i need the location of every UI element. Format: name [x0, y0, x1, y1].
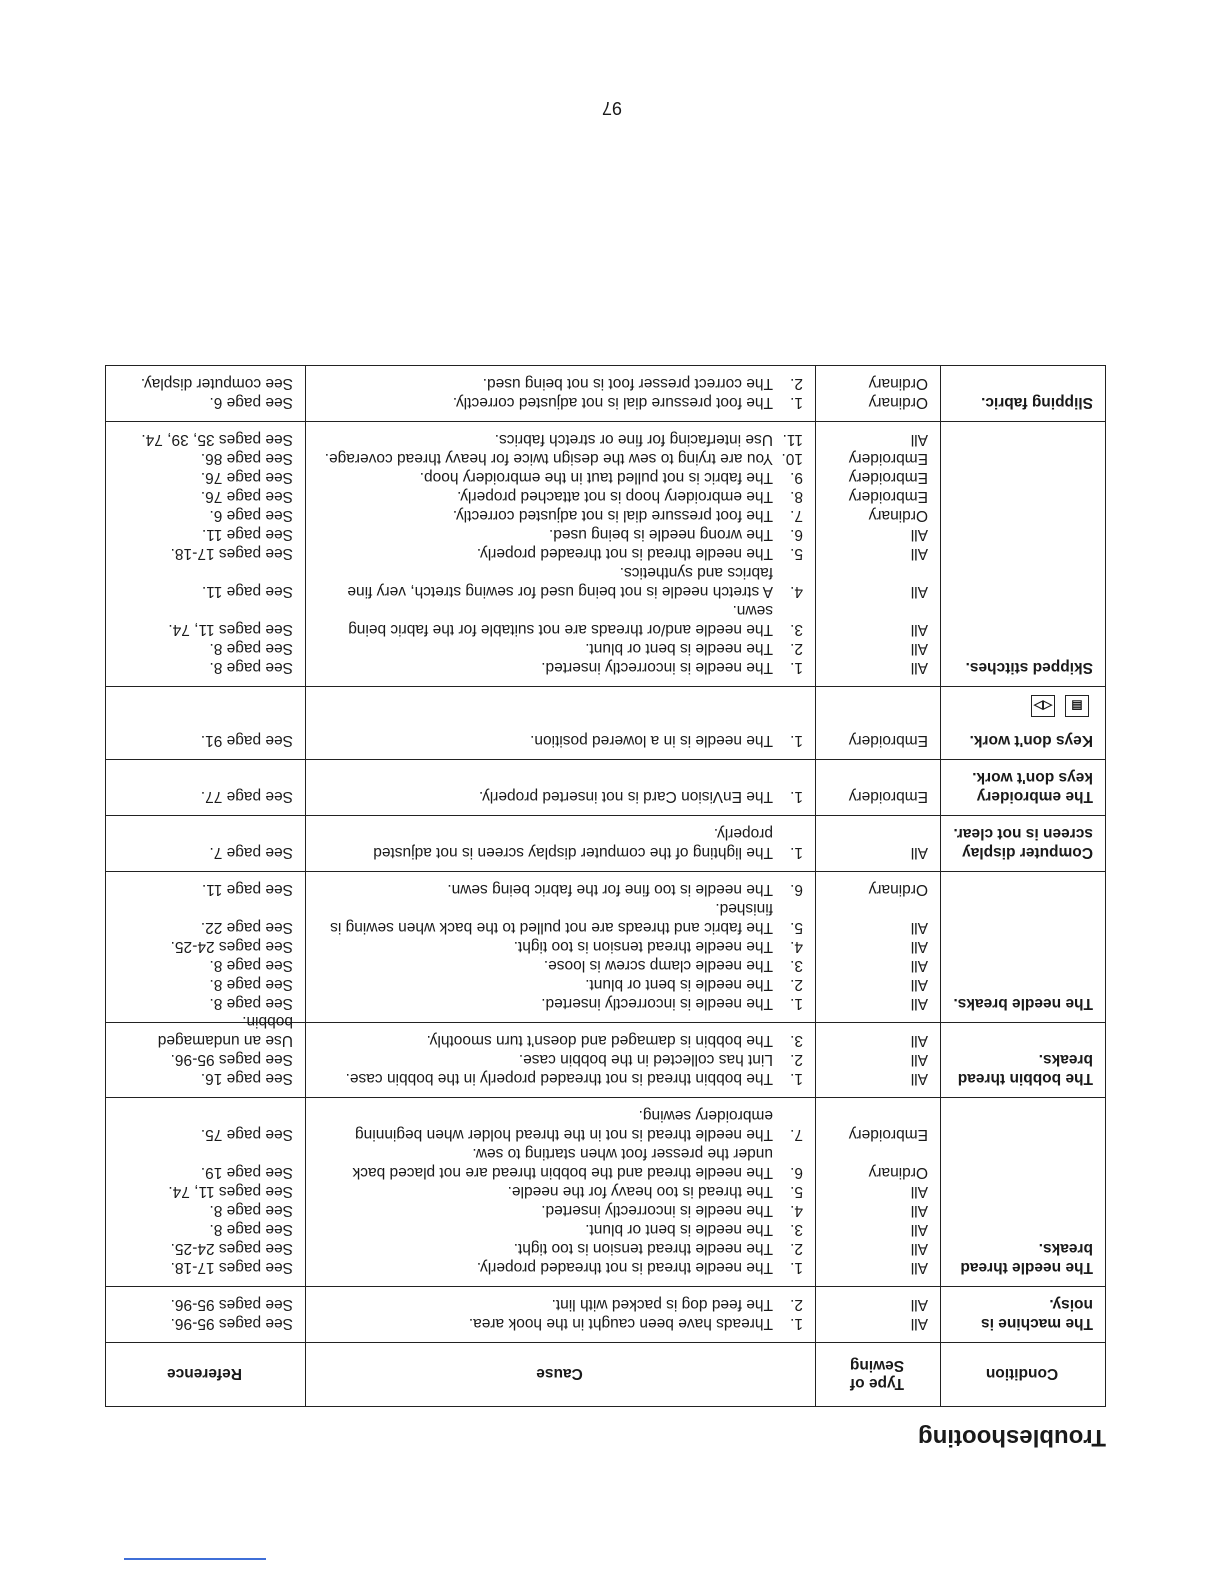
- cause-number: 2.: [790, 1051, 803, 1068]
- type-value: All: [910, 1221, 928, 1238]
- reference-cell: [106, 1287, 306, 1343]
- reference-value: See page 76.: [200, 469, 293, 486]
- type-value: Ordinary: [868, 375, 928, 392]
- cause-item: [316, 1258, 803, 1277]
- cause-number: 3.: [790, 957, 803, 974]
- cause-item: [316, 1314, 803, 1333]
- type-cell: [816, 1287, 941, 1343]
- table-row: [106, 422, 1106, 687]
- type-cell: [816, 366, 941, 422]
- cause-text: The needle is too fine for the fabric being sewn.: [447, 881, 773, 898]
- condition-cell: [941, 1023, 1106, 1098]
- cause-item: [316, 658, 803, 677]
- type-value: All: [910, 545, 928, 562]
- cause-item: [316, 506, 803, 525]
- cause-number: 11.: [782, 431, 803, 448]
- reference-cell: [106, 1098, 306, 1287]
- type-value: Ordinary: [868, 394, 928, 411]
- reference-value: See pages 24-25.: [170, 938, 293, 955]
- type-value: All: [910, 1202, 928, 1219]
- cause-number: 4.: [790, 1202, 803, 1219]
- cause-text: The EnVision Card is not inserted properly.: [478, 788, 773, 805]
- type-value: Embroidery: [848, 450, 928, 467]
- cause-text: The needle and/or threads are not suitable for the fabric being sewn.: [348, 602, 773, 638]
- cause-number: 2.: [790, 640, 803, 657]
- cause-item: [316, 601, 803, 639]
- condition-cell: [941, 1098, 1106, 1287]
- cause-text: The needle is bent or blunt.: [585, 976, 773, 993]
- cause-number: 8.: [790, 488, 803, 505]
- condition-text: The needle thread breaks.: [960, 1240, 1093, 1276]
- condition-text: The bobbin thread breaks.: [957, 1051, 1093, 1087]
- cause-number: 1.: [790, 788, 803, 805]
- header-cause: Cause: [306, 1343, 816, 1407]
- table-row: [106, 1023, 1106, 1098]
- type-value: All: [910, 1296, 928, 1313]
- cause-item: [316, 468, 803, 487]
- condition-cell: [941, 760, 1106, 816]
- cause-item: [316, 1220, 803, 1239]
- cause-number: 1.: [790, 995, 803, 1012]
- condition-cell: [941, 816, 1106, 872]
- reference-value: See page 8.: [209, 659, 293, 676]
- cause-number: 3.: [790, 1221, 803, 1238]
- cause-item: [316, 1069, 803, 1088]
- cause-item: [316, 374, 803, 393]
- type-value: Ordinary: [868, 507, 928, 524]
- table-body: [106, 366, 1106, 1343]
- type-cell: [816, 760, 941, 816]
- table-header-row: [106, 1343, 1106, 1407]
- reference-value: See pages 11, 74.: [168, 1183, 293, 1200]
- condition-cell: [941, 872, 1106, 1023]
- cause-text: The needle is incorrectly inserted.: [541, 659, 773, 676]
- type-value: All: [910, 1051, 928, 1068]
- cause-item: [316, 975, 803, 994]
- cause-item: [316, 563, 803, 601]
- cause-text: The needle is bent or blunt.: [585, 640, 773, 657]
- type-value: Ordinary: [868, 1164, 928, 1181]
- cause-text: Lint has collected in the bobbin case.: [518, 1051, 773, 1068]
- type-value: All: [910, 1183, 928, 1200]
- condition-cell: [941, 366, 1106, 422]
- type-value: All: [910, 995, 928, 1012]
- cause-cell: [306, 1023, 816, 1098]
- reference-value: See page 11.: [201, 881, 293, 898]
- reference-value: See page 91.: [200, 732, 293, 749]
- page-number: 97: [601, 98, 623, 118]
- cause-item: [316, 487, 803, 506]
- cause-number: 4.: [790, 583, 803, 600]
- cause-item: [316, 899, 803, 937]
- type-cell: [816, 1023, 941, 1098]
- reference-cell: [106, 760, 306, 816]
- cause-item: [316, 525, 803, 544]
- cause-text: The correct presser foot is not being used.: [482, 375, 773, 392]
- cause-text: A stretch needle is not being used for sewing stretch, very fine fabrics and synthetics.: [347, 564, 773, 600]
- table-row: [106, 872, 1106, 1023]
- reference-value: See page 16.: [200, 1070, 293, 1087]
- cause-number: 2.: [790, 1240, 803, 1257]
- cause-item: [316, 1031, 803, 1050]
- reference-cell: [106, 687, 306, 760]
- table-row: [106, 760, 1106, 816]
- key-icons: [951, 695, 1089, 717]
- condition-text: Computer display screen is not clear.: [953, 825, 1093, 861]
- reference-value: See page 76.: [200, 488, 293, 505]
- cause-text: The needle clamp screw is loose.: [543, 957, 773, 974]
- condition-text: The machine is noisy.: [981, 1296, 1093, 1332]
- table-row: [106, 687, 1106, 760]
- cause-number: 1.: [790, 732, 803, 749]
- cause-cell: [306, 687, 816, 760]
- cause-text: You are trying to sew the design twice for heavy thread coverage.: [324, 450, 773, 467]
- cause-number: 4.: [790, 938, 803, 955]
- type-value: All: [910, 844, 928, 861]
- cause-cell: [306, 872, 816, 1023]
- reference-value: See page 22.: [200, 919, 293, 936]
- condition-text: The needle breaks.: [953, 995, 1093, 1012]
- type-cell: [816, 422, 941, 687]
- cause-number: 5.: [790, 545, 803, 562]
- cause-cell: [306, 366, 816, 422]
- cause-text: The bobbin is damaged and doesn't turn smoothly.: [426, 1032, 773, 1049]
- cause-item: [316, 639, 803, 658]
- type-value: All: [910, 1070, 928, 1087]
- condition-text: Slipping fabric.: [981, 394, 1093, 411]
- reference-value: See page 19.: [200, 1164, 293, 1181]
- reference-value: See pages 17-18.: [170, 1259, 293, 1276]
- cause-number: 1.: [790, 1315, 803, 1332]
- table-row: [106, 366, 1106, 422]
- reference-value: See page 8.: [209, 957, 293, 974]
- cause-number: 5.: [790, 919, 803, 936]
- cause-number: 6.: [790, 881, 803, 898]
- type-value: All: [910, 640, 928, 657]
- reference-value: See page 8.: [209, 995, 293, 1012]
- cause-item: [316, 880, 803, 899]
- screen-key-icon: ▤: [1065, 695, 1089, 717]
- cause-text: The foot pressure dial is not adjusted correctly.: [452, 507, 773, 524]
- cause-text: The needle thread is not threaded properly.: [476, 545, 773, 562]
- arrow-keys-icon: ◁▷: [1031, 695, 1055, 717]
- condition-cell: [941, 1287, 1106, 1343]
- reference-value: See page 6.: [209, 394, 293, 411]
- cause-text: The bobbin thread is not threaded properly in the bobbin case.: [345, 1070, 773, 1087]
- cause-number: 10.: [781, 450, 803, 467]
- cause-number: 3.: [790, 621, 803, 638]
- type-value: Embroidery: [848, 732, 928, 749]
- cause-item: [316, 731, 803, 750]
- cause-text: The needle thread is not in the thread holder when beginning embroidery sewing.: [355, 1107, 773, 1143]
- reference-value: See page 75.: [200, 1126, 293, 1143]
- cause-number: 7.: [790, 507, 803, 524]
- reference-value: See page 8.: [209, 1202, 293, 1219]
- cause-text: The needle thread is not threaded properly.: [476, 1259, 773, 1276]
- cause-text: Threads have been caught in the hook area.: [468, 1315, 773, 1332]
- troubleshooting-table: [105, 365, 1106, 1407]
- cause-cell: [306, 760, 816, 816]
- cause-cell: [306, 816, 816, 872]
- cause-text: The needle is incorrectly inserted.: [541, 995, 773, 1012]
- type-value: Ordinary: [868, 881, 928, 898]
- reference-value: See pages 24-25.: [170, 1240, 293, 1257]
- cause-text: The fabric and threads are not pulled to the back when sewing is finished.: [330, 900, 773, 936]
- reference-cell: [106, 422, 306, 687]
- cause-text: The fabric is not pulled taut in the embroidery hoop.: [419, 469, 773, 486]
- cause-text: The needle is in a lowered position.: [530, 732, 773, 749]
- type-value: All: [910, 1315, 928, 1332]
- cause-text: The foot pressure dial is not adjusted correctly.: [452, 394, 773, 411]
- cause-item: [316, 449, 803, 468]
- condition-text: Keys don't work.: [969, 732, 1093, 749]
- type-value: All: [910, 431, 928, 448]
- cause-item: [316, 1182, 803, 1201]
- type-value: All: [910, 976, 928, 993]
- type-value: All: [910, 1032, 928, 1049]
- reference-value: See pages 17-18.: [170, 545, 293, 562]
- cause-item: [316, 1201, 803, 1220]
- type-cell: [816, 816, 941, 872]
- cause-number: 1.: [790, 1259, 803, 1276]
- cause-text: The embroidery hoop is not attached properly.: [457, 488, 773, 505]
- cause-text: The needle is bent or blunt.: [585, 1221, 773, 1238]
- condition-text: The embroidery keys don't work.: [972, 769, 1093, 805]
- type-value: All: [910, 1259, 928, 1276]
- type-value: All: [910, 526, 928, 543]
- cause-number: 1.: [790, 659, 803, 676]
- type-value: All: [910, 938, 928, 955]
- reference-value: See page 7.: [209, 844, 293, 861]
- cause-cell: [306, 1287, 816, 1343]
- cause-item: [316, 787, 803, 806]
- type-cell: [816, 1098, 941, 1287]
- cause-number: 1.: [790, 844, 803, 861]
- reference-cell: [106, 1013, 306, 1098]
- cause-text: The needle is incorrectly inserted.: [541, 1202, 773, 1219]
- cause-text: The wrong needle is being used.: [548, 526, 773, 543]
- cause-number: 1.: [790, 394, 803, 411]
- reference-value: See page 8.: [209, 640, 293, 657]
- table-row: [106, 1098, 1106, 1287]
- cause-cell: [306, 422, 816, 687]
- reference-value: See page 8.: [209, 1221, 293, 1238]
- cause-text: The needle thread and the bobbin thread are not placed back under the presser foot when starting to sew.: [352, 1145, 773, 1181]
- reference-value: See page 8.: [209, 976, 293, 993]
- cause-number: 1.: [790, 1070, 803, 1087]
- header-type-of-sewing: Type of Sewing: [816, 1343, 941, 1407]
- cause-item: [316, 994, 803, 1013]
- type-value: All: [910, 1240, 928, 1257]
- cause-item: [316, 1106, 803, 1144]
- type-value: Embroidery: [848, 1126, 928, 1143]
- cause-item: [316, 1295, 803, 1314]
- condition-cell: [941, 687, 1106, 760]
- cause-item: [316, 937, 803, 956]
- page-title: Troubleshooting: [918, 1424, 1106, 1451]
- cause-number: 7.: [790, 1126, 803, 1143]
- type-value: All: [910, 919, 928, 936]
- reference-value: Use an undamaged bobbin.: [157, 1013, 293, 1049]
- type-value: Embroidery: [848, 469, 928, 486]
- condition-cell: [941, 422, 1106, 687]
- header-reference: Reference: [106, 1343, 306, 1407]
- cause-item: [316, 430, 803, 449]
- reference-cell: [106, 872, 306, 1023]
- header-condition: Condition: [941, 1343, 1106, 1407]
- reference-value: See pages 35, 39, 74.: [141, 431, 293, 448]
- cause-item: [316, 1239, 803, 1258]
- cause-item: [316, 1144, 803, 1182]
- reference-value: See page 77.: [200, 788, 293, 805]
- reference-value: See pages 95-96.: [170, 1051, 293, 1068]
- type-value: All: [910, 659, 928, 676]
- type-value: All: [910, 957, 928, 974]
- reference-value: See computer display.: [140, 375, 293, 392]
- cause-item: [316, 544, 803, 563]
- cause-item: [316, 1050, 803, 1069]
- type-value: All: [910, 621, 928, 638]
- cause-text: The feed dog is packed with lint.: [551, 1296, 773, 1313]
- type-cell: [816, 872, 941, 1023]
- cause-text: The thread is too heavy for the needle.: [507, 1183, 773, 1200]
- cause-text: Use interfacing for fine or stretch fabrics.: [494, 431, 773, 448]
- cause-number: 5.: [790, 1183, 803, 1200]
- type-value: All: [910, 583, 928, 600]
- reference-value: See pages 95-96.: [170, 1315, 293, 1332]
- type-value: Embroidery: [848, 788, 928, 805]
- reference-cell: [106, 816, 306, 872]
- reference-value: See page 86.: [200, 450, 293, 467]
- reference-cell: [106, 366, 306, 422]
- cause-number: 2.: [790, 976, 803, 993]
- reference-value: See page 11.: [201, 583, 293, 600]
- reference-value: See pages 11, 74.: [168, 621, 293, 638]
- cause-number: 2.: [790, 1296, 803, 1313]
- cause-text: The needle thread tension is too tight.: [513, 938, 773, 955]
- cause-item: [316, 824, 803, 862]
- table-row: [106, 816, 1106, 872]
- reference-value: See page 6.: [209, 507, 293, 524]
- table-row: [106, 1287, 1106, 1343]
- cause-number: 3.: [790, 1032, 803, 1049]
- cause-item: [316, 393, 803, 412]
- cause-number: 9.: [790, 469, 803, 486]
- cause-item: [316, 956, 803, 975]
- condition-text: Skipped stitches.: [965, 659, 1093, 676]
- cause-text: The lighting of the computer display screen is not adjusted properly.: [373, 825, 773, 861]
- cause-cell: [306, 1098, 816, 1287]
- type-value: Embroidery: [848, 488, 928, 505]
- reference-value: See page 11.: [201, 526, 293, 543]
- footer-rule: [124, 1558, 266, 1560]
- cause-number: 2.: [790, 375, 803, 392]
- cause-number: 6.: [790, 1164, 803, 1181]
- cause-number: 6.: [790, 526, 803, 543]
- cause-text: The needle thread tension is too tight.: [513, 1240, 773, 1257]
- reference-value: See pages 95-96.: [170, 1296, 293, 1313]
- type-cell: [816, 687, 941, 760]
